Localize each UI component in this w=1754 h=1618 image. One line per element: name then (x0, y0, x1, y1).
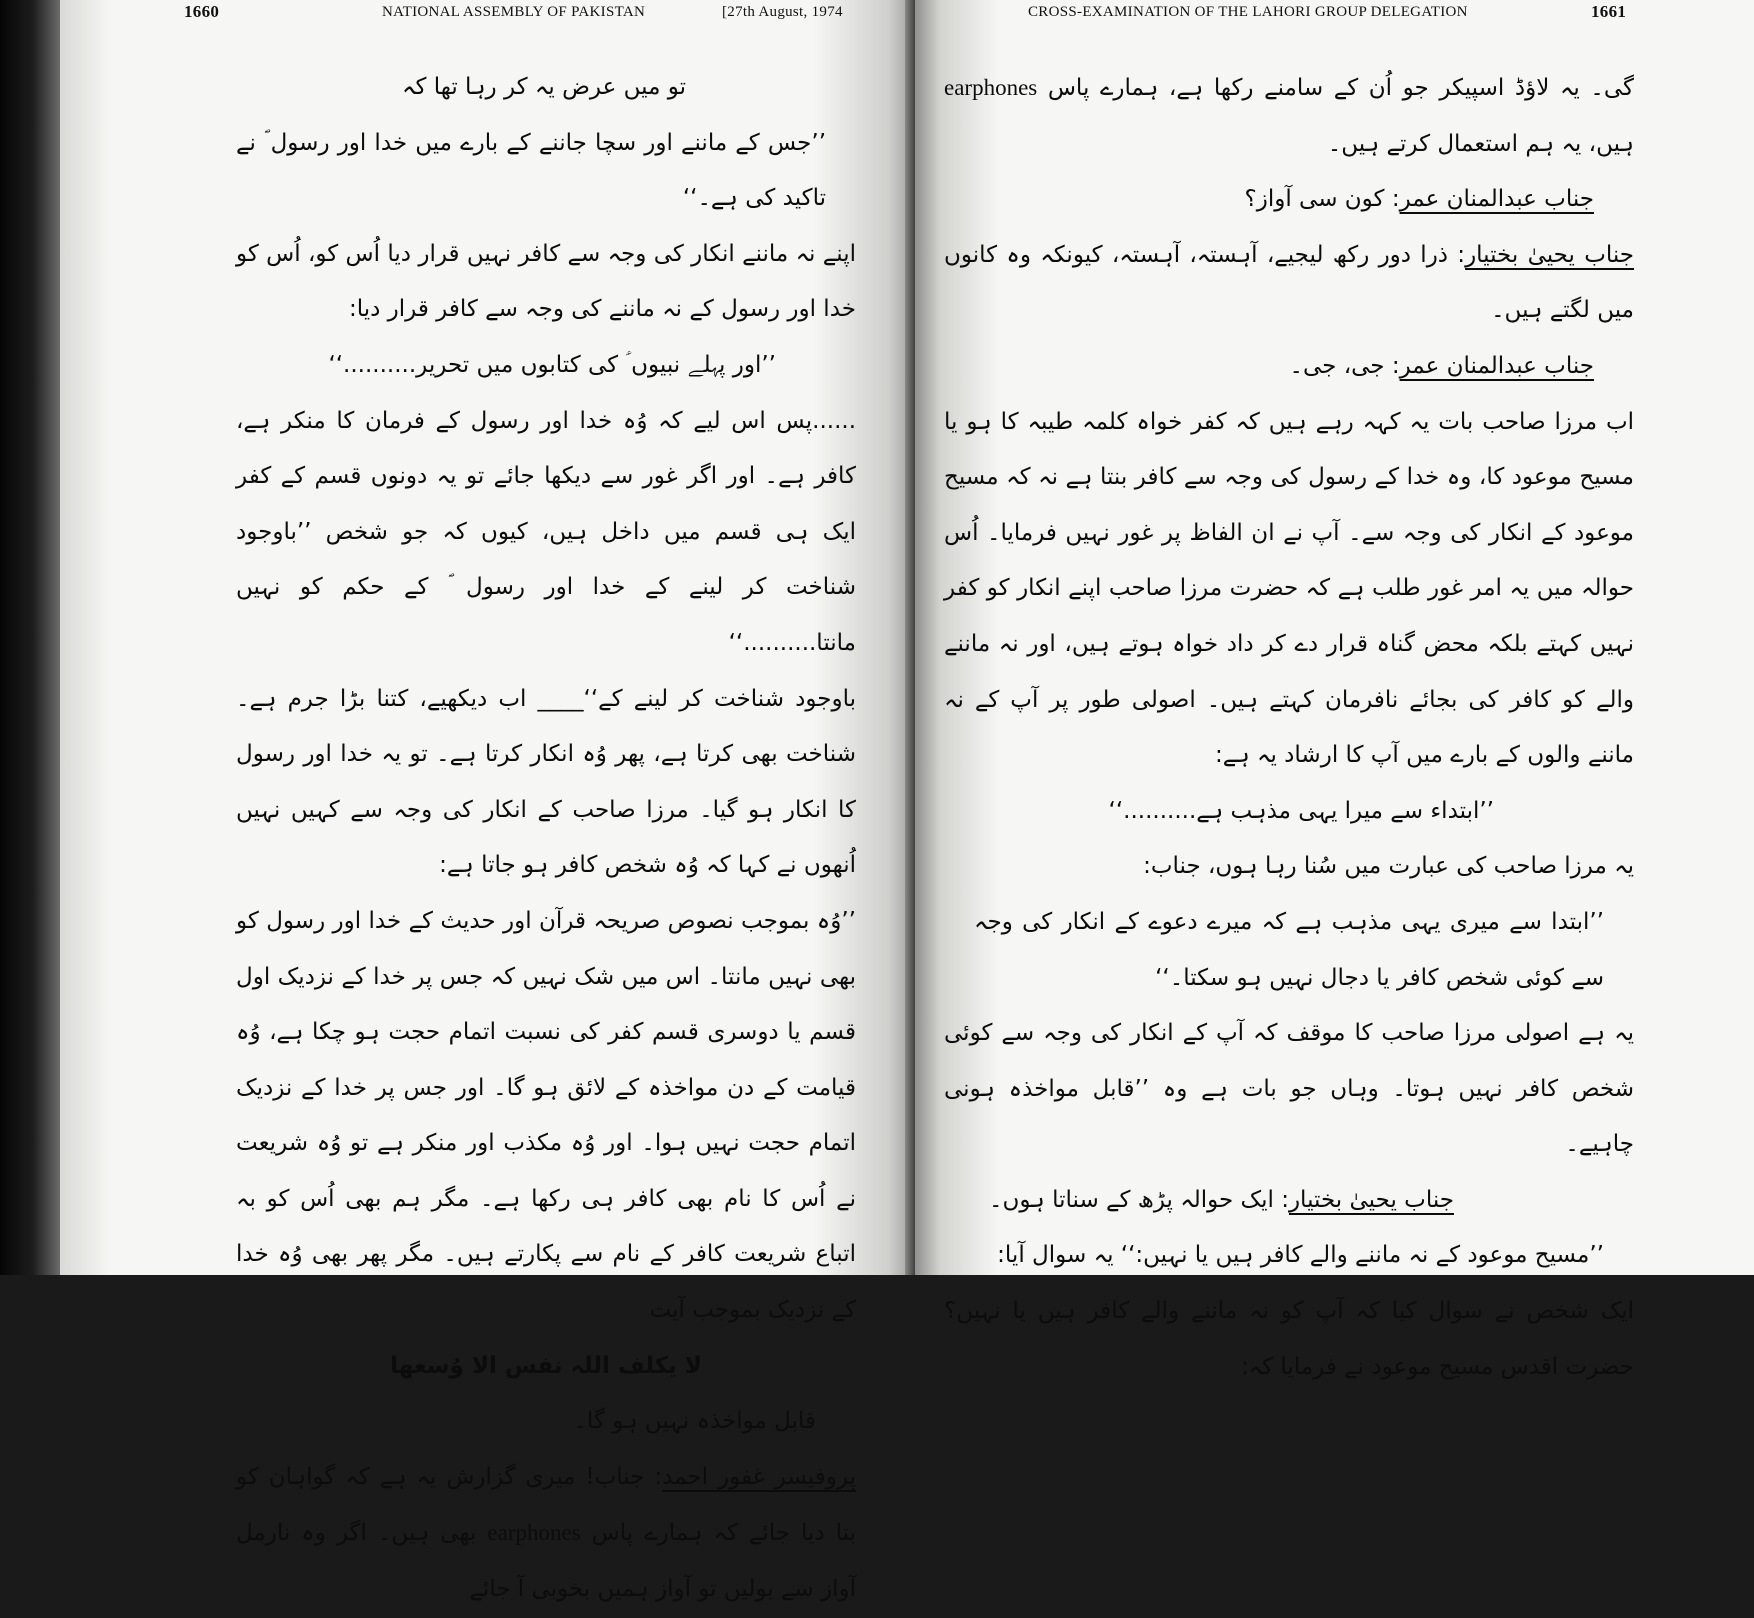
paragraph: باوجود شناخت کر لینے کے‘‘____ اب دیکھیے، کتنا بڑا جرم ہے۔ شناخت بھی کرتا ہے، پھر وُہ انکار کرتا ہے۔ تو یہ خدا اور رسول کا انکار ہو گیا۔ مرزا صاحب کے انکار کی وجہ سے کہیں نہیں اُنھوں نے کہا کہ وُہ شخص کافر ہو جاتا ہے: (236, 685, 856, 879)
inline-english-word: earphones (944, 75, 1038, 100)
text-fragment: ہیں، یہ ہم استعمال کرتے ہیں۔ (1327, 130, 1634, 157)
quote: ’’ابتدا سے میری یہی مذہب ہے کہ میرے دعوے کے انکار کی وجہ سے کوئی شخص کافر یا دجال نہیں ہو سکتا۔‘‘ (974, 908, 1604, 991)
speaker-paragraph (236, 1450, 856, 1618)
paragraph: اب مرزا صاحب بات یہ کہہ رہے ہیں کہ کفر خواہ کلمہ طیبہ کا ہو یا مسیح موعود کا، وہ خدا کے رسول کی وجہ سے کافر بنتا ہے نہ کہ مسیح موعود کے انکار کی وجہ سے۔ آپ نے ان الفاظ پر غور نہیں فرمایا۔ اُس حوالہ میں یہ امر غور طلب ہے کہ حضرت مرزا صاحب اپنے انکار کو کفر نہیں کہتے بلکہ محض گناہ قرار دے کر داد خواہ ہوتے ہیں، اور نہ ماننے والے کو کافر کی بجائے نافرمان کہتے ہیں۔ اصولی طور پر آپ کے نہ ماننے والوں کے بارے میں آپ کا ارشاد یہ ہے: (944, 408, 1634, 769)
book-edge (0, 0, 60, 1275)
right-page-body (944, 60, 1634, 1395)
speaker-name: جناب عبدالمنان عمر (1399, 352, 1594, 379)
exchange (944, 172, 1634, 228)
header-date: [27th August, 1974 (722, 4, 843, 20)
running-title: NATIONAL ASSEMBLY OF PAKISTAN (382, 4, 646, 20)
exchange (944, 339, 1634, 395)
speaker-name: جناب یحییٰ بختیار (1465, 241, 1635, 268)
paragraph (944, 60, 1634, 172)
quote: ’’وُہ بموجب نصوص صریحہ قرآن اور حدیث کے خدا اور رسول کو بھی نہیں مانتا۔ اس میں شک نہیں کہ جس پر خدا کے نزدیک اول قسم یا دوسری قسم کفر کی نسبت اتمام حجت ہو چکا ہے، وُہ قیامت کے دن مواخذہ کے لائق ہو گا۔ اور جس پر خدا کے نزدیک اتمام حجت نہیں ہوا۔ اور وُہ مکذب اور منکر ہے تو وُہ شریعت نے اُس کا نام بھی کافر ہی رکھا ہے۔ مگر ہم بھی اُس کو بہ اتباع شریعت کافر کے نام سے پکارتے ہیں۔ مگر پھر بھی وُہ خدا کے نزدیک بموجب آیت (236, 907, 856, 1324)
speaker-text: : جی، جی۔ (1289, 352, 1400, 379)
paragraph: اپنے نہ ماننے انکار کی وجہ سے کافر نہیں قرار دیا اُس کو، اُس کو خدا اور رسول کے نہ ماننے کی وجہ سے کافر قرار دیا: (236, 240, 856, 323)
speaker-text: : جناب! میری گزارش یہ ہے کہ گواہان کو بتا دیا جائے کہ ہمارے پاس (236, 1463, 857, 1547)
quote: ’’ابتداء سے میرا یہی مذہب ہے..........‘‘ (1108, 797, 1494, 824)
left-page-header (60, 2, 915, 28)
left-page-body (236, 60, 856, 1618)
running-title: CROSS-EXAMINATION OF THE LAHORI GROUP DELEGATION (1028, 4, 1468, 20)
quote: ’’جس کے ماننے اور سچا جاننے کے بارے میں خدا اور رسول ؐ نے تاکید کی ہے۔‘‘ (236, 129, 826, 212)
paragraph: یہ مرزا صاحب کی عبارت میں سُنا رہا ہوں، جناب: (1143, 853, 1634, 880)
text-fragment: گی۔ یہ لاؤڈ اسپیکر جو اُن کے سامنے رکھا ہے، ہمارے پاس (1047, 75, 1635, 101)
exchange (944, 1173, 1634, 1229)
speaker-text: : ایک حوالہ پڑھ کے سناتا ہوں۔ (989, 1186, 1289, 1213)
quote: ’’اور پہلے نبیوں ؑ کی کتابوں میں تحریر..........‘‘ (328, 351, 776, 378)
right-page-header (915, 2, 1754, 28)
paragraph: قابل مواخذہ نہیں ہو گا۔ (573, 1408, 816, 1435)
page-number: 1660 (184, 2, 220, 21)
speaker-text-end: بھی ہیں۔ اگر وہ نارمل آواز سے بولیں تو آواز ہمیں بخوبی آ جائے (236, 1520, 856, 1603)
speaker-text: : ذرا دور رکھ لیجیے، آہستہ، آہستہ، کیونکہ وہ کانوں میں لگتے ہیں۔ (944, 241, 1634, 324)
quote: ’’مسیح موعود کے نہ ماننے والے کافر ہیں یا نہیں:‘‘ یہ سوال آیا: (997, 1242, 1604, 1269)
paragraph: تو میں عرض یہ کر رہا تھا کہ (402, 74, 686, 100)
speaker-name: پروفیسر غفور احمد (662, 1463, 856, 1490)
speaker-name: جناب عبدالمنان عمر (1399, 186, 1594, 213)
speaker-text: : کون سی آواز؟ (1244, 186, 1400, 213)
verse: لا یکلف اللہ نفس الا وُسعھا (390, 1352, 702, 1379)
page-number: 1661 (1591, 2, 1627, 21)
paragraph: ......پس اس لیے کہ وُہ خدا اور رسول کے فرمان کا منکر ہے، کافر ہے۔ اور اگر غور سے دیکھا جائے تو یہ دونوں قسم کے کفر ایک ہی قسم میں داخل ہیں، کیوں کہ جو شخص ’’باوجود شناخت کر لینے کے خدا اور رسول ؐ کے حکم کو نہیں مانتا..........‘‘ (236, 407, 856, 656)
inline-english-word: earphones (487, 1520, 581, 1546)
paragraph: یہ ہے اصولی مرزا صاحب کا موقف کہ آپ کے انکار کی وجہ سے کوئی شخص کافر نہیں ہوتا۔ وہاں جو بات ہے وہ ’’قابل مواخذہ ہونی چاہیے۔ (944, 1020, 1634, 1158)
right-page (915, 0, 1754, 1380)
exchange (944, 228, 1634, 339)
speaker-name: جناب یحییٰ بختیار (1288, 1186, 1454, 1213)
paragraph: ایک شخص نے سوال کیا کہ آپ کو نہ ماننے والے کافر ہیں یا نہیں؟ حضرت اقدس مسیح موعود نے فرمایا کہ: (944, 1298, 1634, 1380)
left-page (60, 0, 915, 1603)
